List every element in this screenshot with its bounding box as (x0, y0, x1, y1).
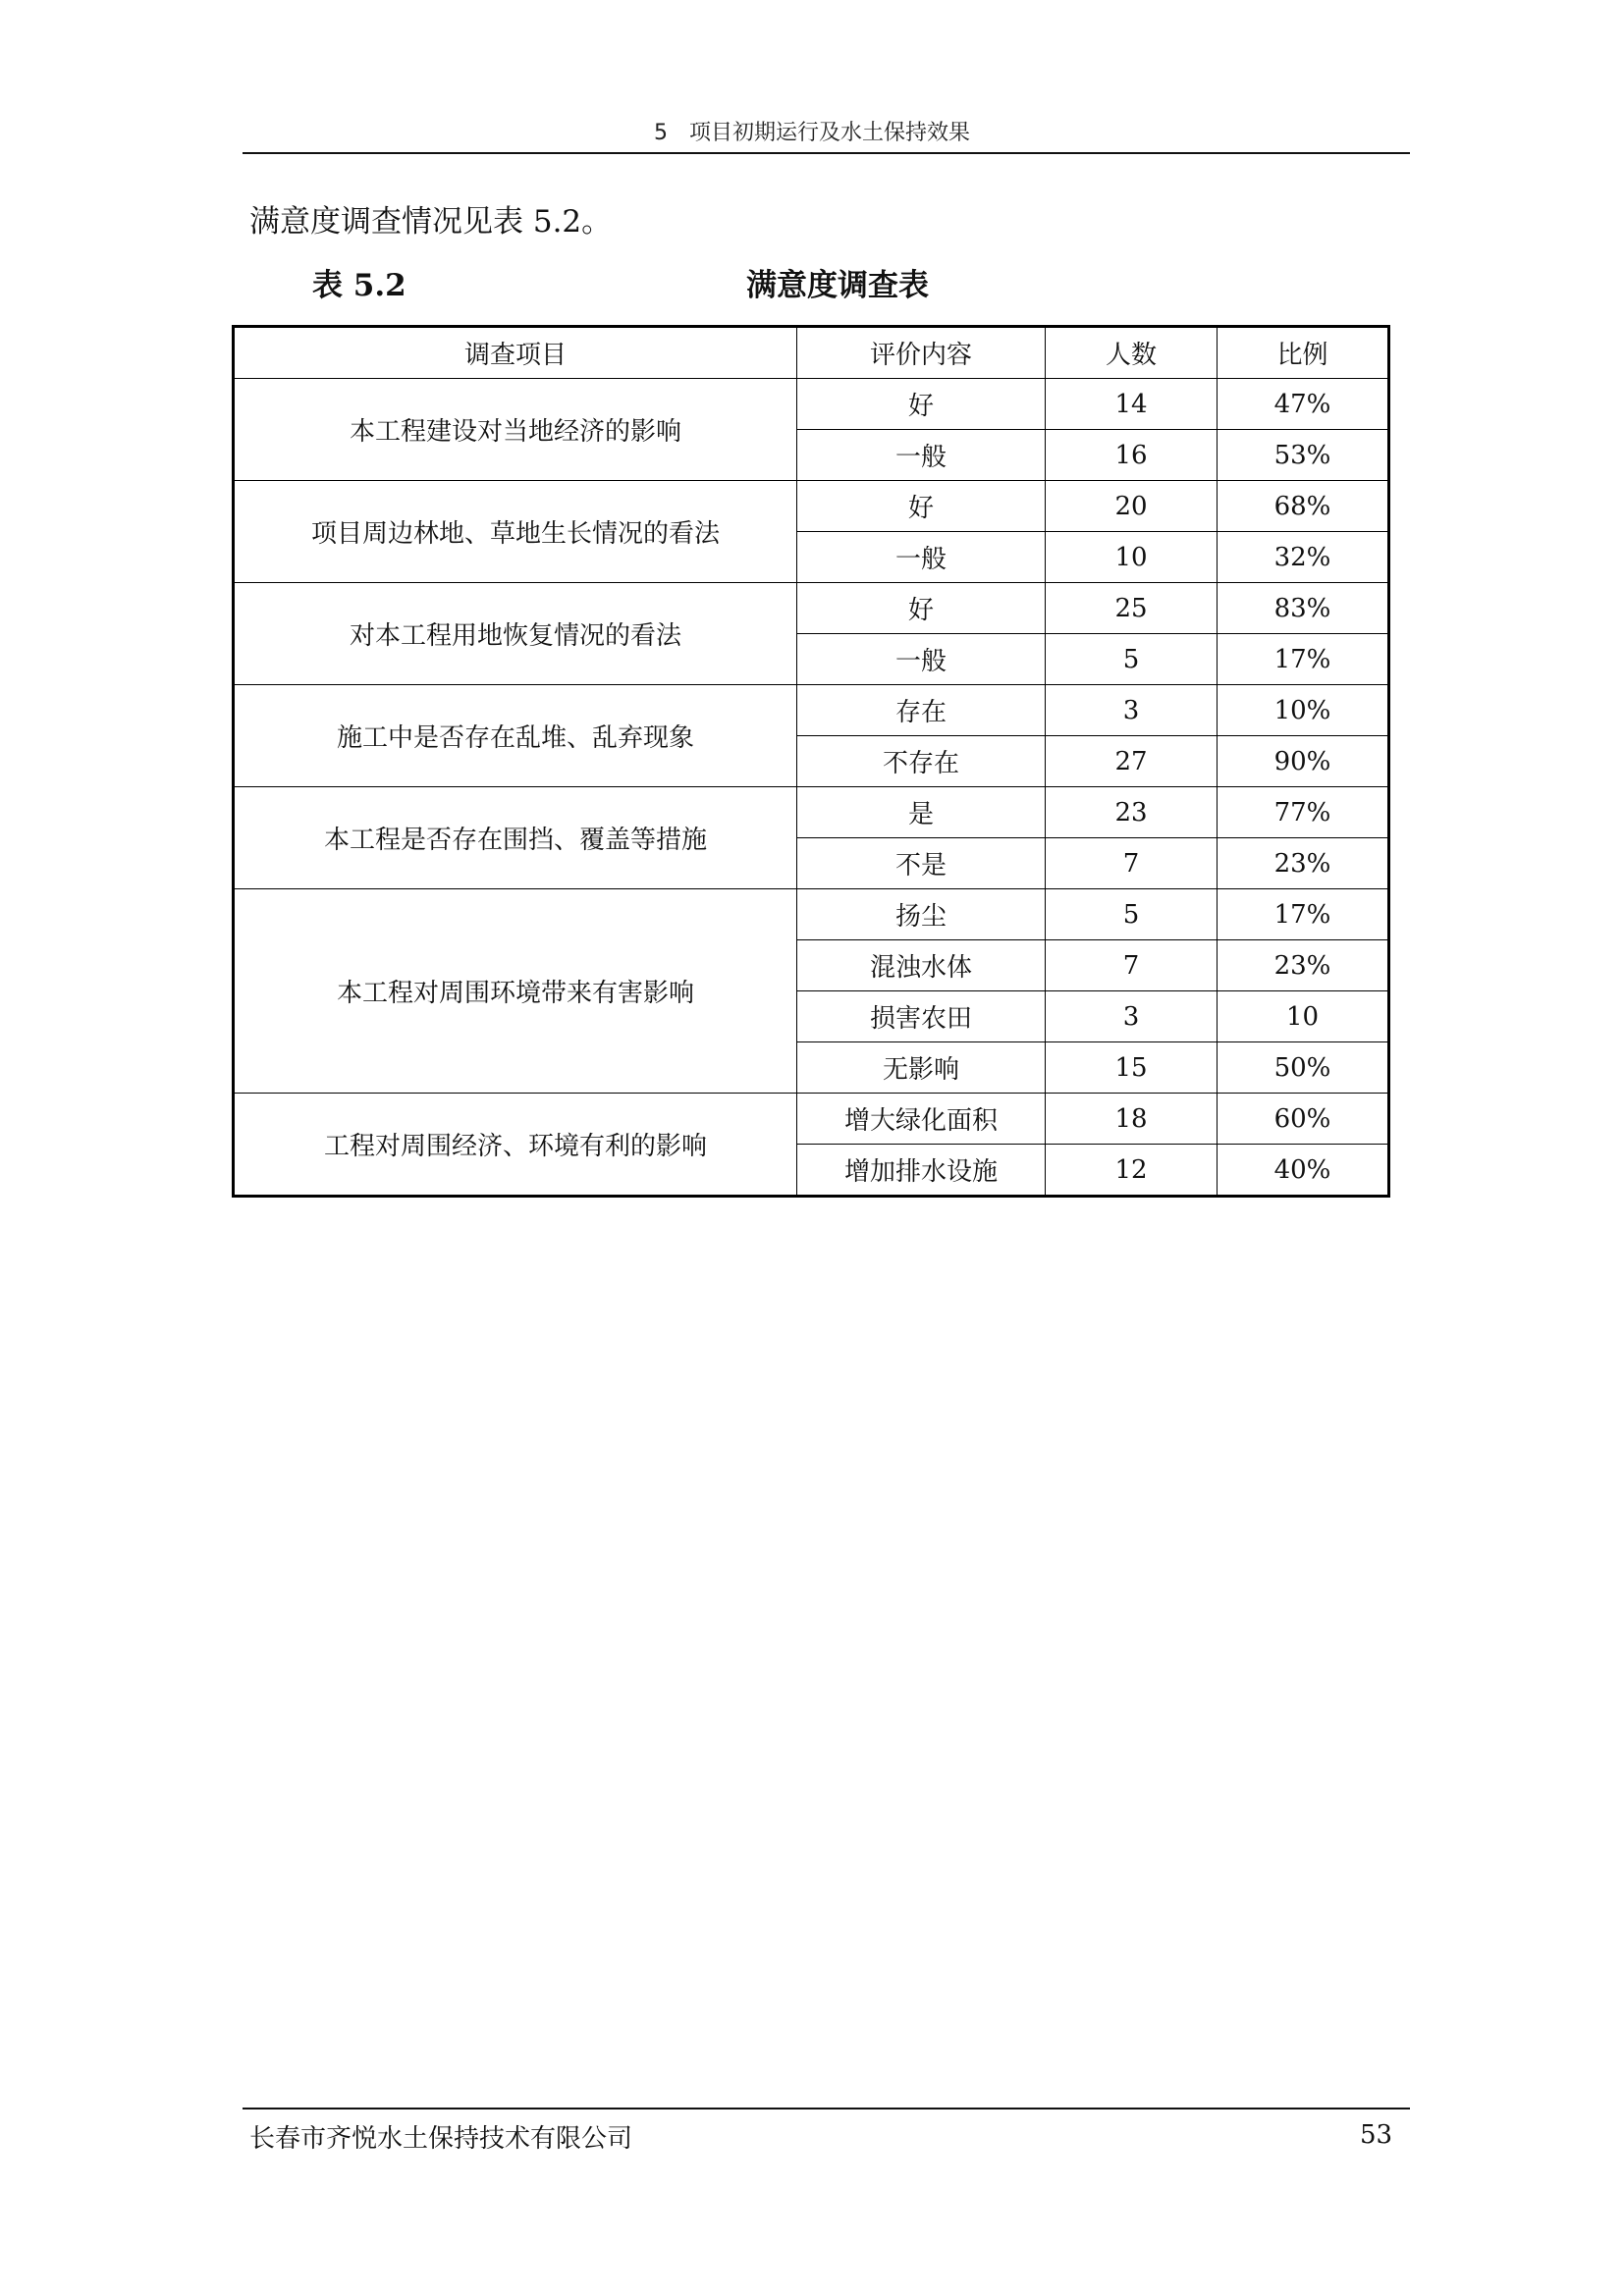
ratio-cell: 23% (1218, 940, 1389, 991)
survey-item-cell: 本工程对周围环境带来有害影响 (234, 889, 797, 1094)
evaluation-content-cell: 一般 (797, 634, 1046, 685)
table-header-row (234, 327, 1389, 379)
ratio-cell: 10% (1218, 685, 1389, 736)
survey-item-cell: 施工中是否存在乱堆、乱弃现象 (234, 685, 797, 787)
count-cell: 7 (1046, 940, 1218, 991)
count-cell: 20 (1046, 481, 1218, 532)
count-cell: 12 (1046, 1145, 1218, 1197)
page-number: 53 (1360, 2120, 1393, 2150)
header-cell-count: 人数 (1046, 327, 1218, 379)
count-cell: 15 (1046, 1042, 1218, 1094)
ratio-cell: 60% (1218, 1094, 1389, 1145)
survey-item-cell: 项目周边林地、草地生长情况的看法 (234, 481, 797, 583)
count-cell: 3 (1046, 991, 1218, 1042)
ratio-cell: 17% (1218, 889, 1389, 940)
footer-company: 长春市齐悦水土保持技术有限公司 (249, 2124, 633, 2154)
evaluation-content-cell: 不存在 (797, 736, 1046, 787)
ratio-cell: 83% (1218, 583, 1389, 634)
footer-rule (243, 2108, 1410, 2109)
table-body (234, 379, 1389, 1197)
table-row (234, 481, 1389, 532)
survey-item-cell: 对本工程用地恢复情况的看法 (234, 583, 797, 685)
count-cell: 16 (1046, 430, 1218, 481)
table-row (234, 685, 1389, 736)
header-rule (243, 152, 1410, 154)
running-header: 5 项目初期运行及水土保持效果 (654, 121, 970, 145)
count-cell: 27 (1046, 736, 1218, 787)
header-cell-content: 评价内容 (797, 327, 1046, 379)
ratio-cell: 23% (1218, 838, 1389, 889)
table-row (234, 787, 1389, 838)
ratio-cell: 90% (1218, 736, 1389, 787)
header-cell-item: 调查项目 (234, 327, 797, 379)
header-cell-ratio: 比例 (1218, 327, 1389, 379)
evaluation-content-cell: 扬尘 (797, 889, 1046, 940)
evaluation-content-cell: 好 (797, 379, 1046, 430)
count-cell: 18 (1046, 1094, 1218, 1145)
count-cell: 7 (1046, 838, 1218, 889)
survey-table (232, 325, 1390, 1198)
count-cell: 3 (1046, 685, 1218, 736)
ratio-cell: 50% (1218, 1042, 1389, 1094)
count-cell: 5 (1046, 889, 1218, 940)
survey-item-cell: 工程对周围经济、环境有利的影响 (234, 1094, 797, 1197)
count-cell: 5 (1046, 634, 1218, 685)
ratio-cell: 32% (1218, 532, 1389, 583)
ratio-cell: 47% (1218, 379, 1389, 430)
evaluation-content-cell: 无影响 (797, 1042, 1046, 1094)
evaluation-content-cell: 不是 (797, 838, 1046, 889)
evaluation-content-cell: 损害农田 (797, 991, 1046, 1042)
evaluation-content-cell: 混浊水体 (797, 940, 1046, 991)
ratio-cell: 68% (1218, 481, 1389, 532)
ratio-cell: 77% (1218, 787, 1389, 838)
ratio-cell: 17% (1218, 634, 1389, 685)
survey-item-cell: 本工程是否存在围挡、覆盖等措施 (234, 787, 797, 889)
evaluation-content-cell: 增加排水设施 (797, 1145, 1046, 1197)
evaluation-content-cell: 一般 (797, 430, 1046, 481)
table-caption-number: 表 5.2 (312, 268, 406, 303)
evaluation-content-cell: 是 (797, 787, 1046, 838)
ratio-cell: 53% (1218, 430, 1389, 481)
survey-item-cell: 本工程建设对当地经济的影响 (234, 379, 797, 481)
count-cell: 25 (1046, 583, 1218, 634)
table-row (234, 889, 1389, 940)
count-cell: 10 (1046, 532, 1218, 583)
table-row (234, 583, 1389, 634)
evaluation-content-cell: 好 (797, 481, 1046, 532)
ratio-cell: 40% (1218, 1145, 1389, 1197)
ratio-cell: 10 (1218, 991, 1389, 1042)
evaluation-content-cell: 增大绿化面积 (797, 1094, 1046, 1145)
evaluation-content-cell: 存在 (797, 685, 1046, 736)
intro-paragraph: 满意度调查情况见表 5.2。 (249, 204, 613, 240)
table-row (234, 1094, 1389, 1145)
table-caption-title: 满意度调查表 (746, 268, 929, 303)
count-cell: 14 (1046, 379, 1218, 430)
table-row (234, 379, 1389, 430)
evaluation-content-cell: 一般 (797, 532, 1046, 583)
count-cell: 23 (1046, 787, 1218, 838)
evaluation-content-cell: 好 (797, 583, 1046, 634)
